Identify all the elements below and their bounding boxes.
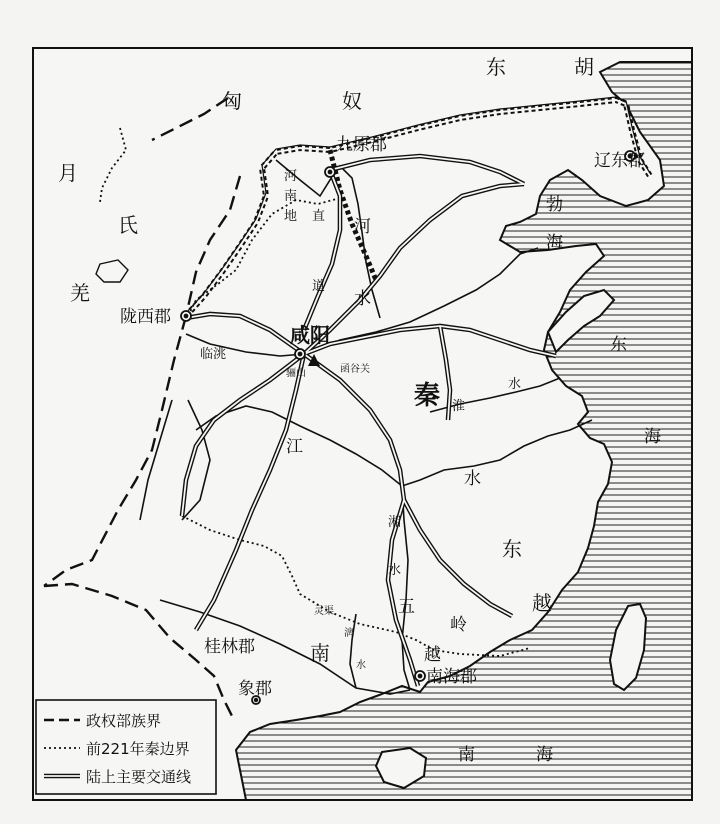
label-zhidao-char1: 直 bbox=[312, 209, 326, 224]
label-hanguguan: 函谷关 bbox=[340, 364, 370, 375]
region-dongyue-char2: 越 bbox=[532, 591, 552, 615]
label-donghai-char1: 东 bbox=[610, 335, 627, 355]
region-henandi-char1: 河 bbox=[284, 169, 298, 184]
region-dongyue-char1: 东 bbox=[502, 537, 522, 561]
label-river-jiang-char2: 水 bbox=[464, 469, 481, 489]
label-river-he-char2: 水 bbox=[354, 289, 371, 309]
label-river-huai: 淮 bbox=[452, 399, 466, 414]
label-river-xiang-char1: 湘 bbox=[388, 515, 402, 530]
region-xiongnu-char1: 匈 bbox=[222, 89, 242, 113]
region-donghu-char1: 东 bbox=[486, 55, 506, 79]
region-xiongnu-char2: 奴 bbox=[342, 89, 362, 113]
label-lingqu: 灵渠 bbox=[314, 606, 334, 617]
label-guilin: 桂林郡 bbox=[204, 637, 255, 657]
legend-label-dotted: 前221年秦边界 bbox=[86, 740, 190, 758]
label-bohai-char1: 勃 bbox=[546, 195, 563, 215]
region-yuezhi-char1: 月 bbox=[58, 161, 78, 185]
label-nanhai-char1: 南 bbox=[458, 745, 475, 765]
label-lishan: 骊山 bbox=[286, 368, 306, 379]
region-henandi-char2: 南 bbox=[284, 189, 298, 204]
region-qin: 秦 bbox=[414, 381, 441, 411]
label-river-xiang-char2: 水 bbox=[388, 563, 402, 578]
label-xiang: 象郡 bbox=[238, 679, 272, 699]
label-donghai-char2: 海 bbox=[644, 427, 661, 447]
region-donghu-char2: 胡 bbox=[574, 55, 594, 79]
region-henandi-char3: 地 bbox=[284, 209, 298, 224]
legend-label-double: 陆上主要交通线 bbox=[86, 768, 192, 786]
label-yue-char: 越 bbox=[424, 645, 441, 665]
label-zhidao-char2: 道 bbox=[312, 279, 326, 294]
legend-label-dashed: 政权部族界 bbox=[86, 712, 162, 730]
region-qiang: 羌 bbox=[70, 281, 90, 305]
label-bohai-char2: 海 bbox=[546, 233, 563, 253]
label-wuling-char2: 岭 bbox=[450, 615, 467, 635]
label-nanhai-commandery: 南海郡 bbox=[426, 667, 477, 687]
label-liaodong: 辽东郡 bbox=[594, 151, 645, 171]
label-jiuyuan: 九原郡 bbox=[336, 135, 387, 155]
label-lintao: 临洮 bbox=[200, 347, 227, 362]
label-nanhai-char2: 海 bbox=[536, 745, 553, 765]
region-nanyue-char1: 南 bbox=[310, 641, 330, 665]
label-river-shui: 水 bbox=[508, 377, 522, 392]
label-xianyang: 咸阳 bbox=[290, 323, 330, 347]
label-river-li-char1: 漓 bbox=[344, 628, 354, 639]
legend bbox=[36, 700, 216, 794]
region-yuezhi-char2: 氏 bbox=[118, 213, 138, 237]
label-river-jiang-char1: 江 bbox=[286, 437, 303, 457]
label-longxi: 陇西郡 bbox=[120, 307, 171, 327]
label-river-li-char2: 水 bbox=[356, 660, 366, 671]
label-wuling-char1: 五 bbox=[398, 597, 415, 617]
label-river-he-char1: 河 bbox=[354, 217, 371, 237]
